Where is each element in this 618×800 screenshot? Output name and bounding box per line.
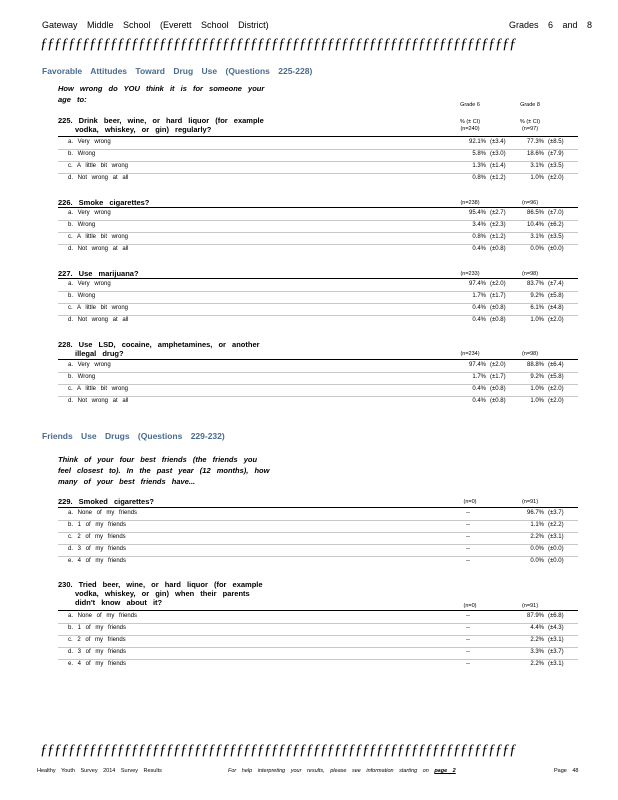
question-text: 230. Tried beer, wine, or hard liquor (for example vodka, whiskey, or gin) when their parents didn't know about it? (58, 580, 263, 607)
n-grade6: (n=233) (460, 271, 480, 277)
table-row: d. Not wrong at all 0.4% (±0.8) 0.0% (±0.0) (68, 246, 564, 252)
footer-help-text: For help interpreting your results, please see information starting on page 2 (228, 768, 456, 774)
header-decoration: ƒƒƒƒƒƒƒƒƒƒƒƒƒƒƒƒƒƒƒƒƒƒƒƒƒƒƒƒƒƒƒƒƒƒƒƒƒƒƒƒƒƒƒƒƒƒƒƒƒƒƒƒƒƒƒƒƒƒƒƒƒƒƒƒƒƒƒƒ (40, 36, 516, 52)
table-row: e. 4 of my friends -- 2.2% (±3.1) (68, 661, 564, 667)
intro-line: many of your best friends have... (58, 477, 196, 486)
footer-decoration: ƒƒƒƒƒƒƒƒƒƒƒƒƒƒƒƒƒƒƒƒƒƒƒƒƒƒƒƒƒƒƒƒƒƒƒƒƒƒƒƒƒƒƒƒƒƒƒƒƒƒƒƒƒƒƒƒƒƒƒƒƒƒƒƒƒƒƒƒ (40, 742, 516, 758)
question-227 (58, 269, 578, 323)
section-title-friends: Friends Use Drugs (Questions 229-232) (42, 431, 225, 441)
question-text: 225. Drink beer, wine, or hard liquor (for example vodka, whiskey, or gin) regularly? (58, 116, 264, 134)
table-row: a. Very wrong 97.4% (±2.0) 88.8% (±6.4) (68, 362, 564, 368)
question-226 (58, 198, 578, 252)
table-row: c. 2 of my friends -- 2.2% (±3.1) (68, 534, 564, 540)
table-row: c. A little bit wrong 0.4% (±0.8) 1.0% (±2.0) (68, 386, 564, 392)
n-grade6: (n=234) (460, 351, 480, 357)
table-row: e. 4 of my friends -- 0.0% (±0.0) (68, 558, 564, 564)
n-grade8: (n=97) (521, 126, 539, 132)
table-row: a. None of my friends -- 96.7% (±3.7) (68, 510, 564, 516)
question-228 (58, 340, 578, 404)
table-row: b. 1 of my friends -- 1.1% (±2.2) (68, 522, 564, 528)
section2-intro (58, 454, 269, 487)
intro-line: age to: (58, 95, 87, 104)
question-225 (58, 116, 578, 181)
n-grade8: (n=98) (521, 351, 539, 357)
intro-line: feel closest to). In the past year (12 months), how (58, 466, 270, 475)
table-row: d. 3 of my friends -- 0.0% (±0.0) (68, 546, 564, 552)
col-header-pct-grade6: % (± CI) (459, 119, 481, 125)
question-229 (58, 497, 578, 564)
table-row: a. Very wrong 95.4% (±2.7) 86.5% (±7.0) (68, 210, 564, 216)
table-row: d. Not wrong at all 0.4% (±0.8) 1.0% (±2.0) (68, 317, 564, 323)
table-row: b. Wrong 1.7% (±1.7) 9.2% (±5.8) (68, 374, 564, 380)
n-grade6: (n=0) (463, 603, 477, 609)
footer-survey-name: Healthy Youth Survey 2014 Survey Results (37, 768, 162, 774)
table-row: c. A little bit wrong 0.4% (±0.8) 6.1% (±4.8) (68, 305, 564, 311)
col-header-grade6: Grade 6 (460, 102, 480, 108)
col-header-pct-grade8: % (± CI) (519, 119, 541, 125)
n-grade8: (n=91) (521, 603, 539, 609)
table-row: d. 3 of my friends -- 3.3% (±3.7) (68, 649, 564, 655)
table-row: b. 1 of my friends -- 4.4% (±4.3) (68, 625, 564, 631)
intro-line: How wrong do YOU think it is for someone your (58, 84, 265, 93)
question-text: 229. Smoked cigarettes? (58, 497, 154, 506)
table-row: b. Wrong 5.8% (±3.0) 18.6% (±7.9) (68, 151, 564, 157)
n-grade6: (n=240) (460, 126, 480, 132)
table-row: d. Not wrong at all 0.4% (±0.8) 1.0% (±2.0) (68, 398, 564, 404)
n-grade8: (n=91) (521, 499, 539, 505)
table-row: c. A little bit wrong 1.3% (±1.4) 3.1% (±3.5) (68, 163, 564, 169)
table-row: a. None of my friends -- 87.9% (±6.8) (68, 613, 564, 619)
n-grade6: (n=0) (463, 499, 477, 505)
table-row: c. 2 of my friends -- 2.2% (±3.1) (68, 637, 564, 643)
table-row: b. Wrong 3.4% (±2.3) 10.4% (±6.2) (68, 222, 564, 228)
question-text: 228. Use LSD, cocaine, amphetamines, or another illegal drug? (58, 340, 260, 358)
question-text: 226. Smoke cigarettes? (58, 198, 150, 207)
school-name: Gateway Middle School (Everett School District) (42, 20, 269, 30)
help-page-link[interactable]: page 2 (434, 768, 456, 774)
table-row: a. Very wrong 97.4% (±2.0) 83.7% (±7.4) (68, 281, 564, 287)
question-text: 227. Use marijuana? (58, 269, 139, 278)
grades-label: Grades 6 and 8 (509, 20, 593, 30)
table-row: b. Wrong 1.7% (±1.7) 9.2% (±5.8) (68, 293, 564, 299)
n-grade8: (n=96) (521, 200, 539, 206)
section-title-attitudes: Favorable Attitudes Toward Drug Use (Questions 225-228) (42, 66, 313, 76)
table-row: c. A little bit wrong 0.8% (±1.2) 3.1% (±3.5) (68, 234, 564, 240)
col-header-grade8: Grade 8 (520, 102, 540, 108)
table-row: a. Very wrong 92.1% (±3.4) 77.3% (±8.5) (68, 139, 564, 145)
table-row: d. Not wrong at all 0.8% (±1.2) 1.0% (±2.0) (68, 175, 564, 181)
intro-line: Think of your four best friends (the friends you (58, 455, 258, 464)
n-grade6: (n=238) (460, 200, 480, 206)
page-number: Page 48 (554, 768, 579, 774)
question-230 (58, 580, 578, 667)
n-grade8: (n=98) (521, 271, 539, 277)
section1-intro (58, 83, 264, 105)
